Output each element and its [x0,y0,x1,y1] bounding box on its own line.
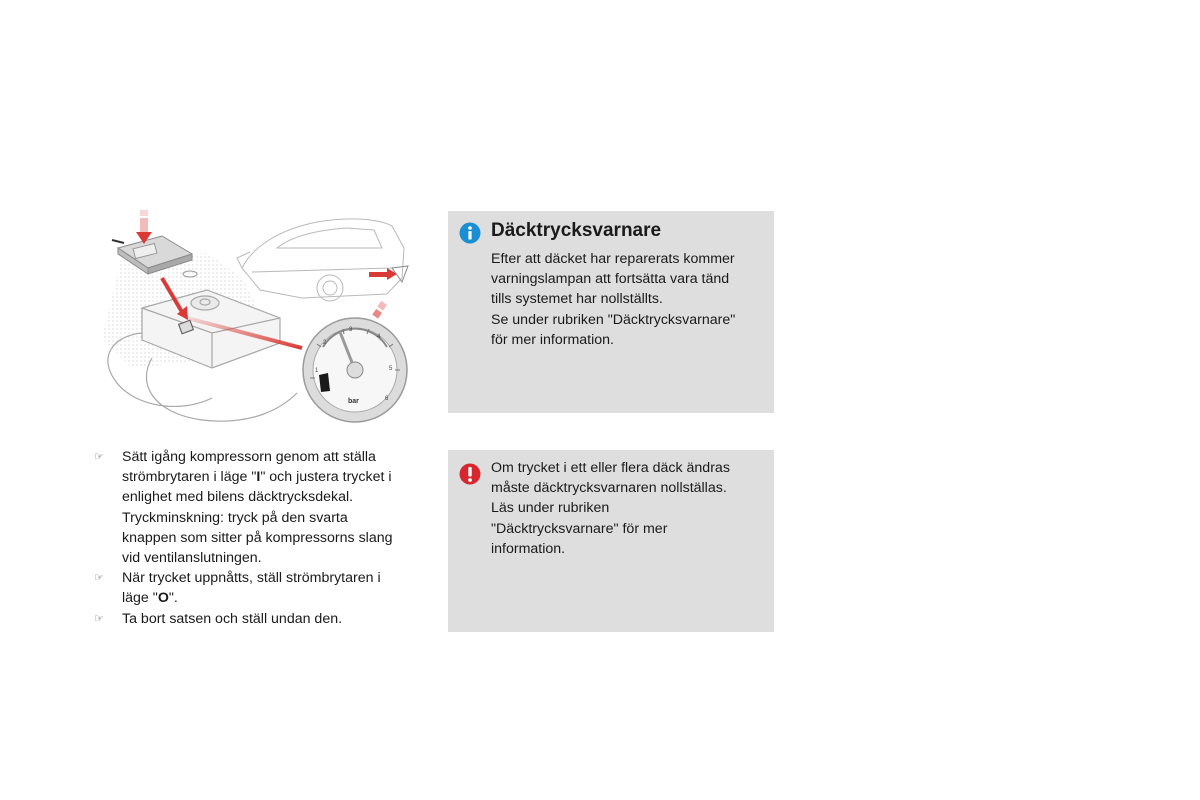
step-start-compressor: ☞ Sätt igång kompressorn genom att ställa strömbrytaren i läge "I" och justera trycket i enlighet med bilens däcktrycksdekal. Tryckminskning: tryck på den svarta knappen som sitter på kompressorns slang vid ventilanslutningen. [94,449,393,567]
gauge-tick-1: 1 [315,368,319,374]
car-outline [237,219,404,301]
gauge-tick-2: 2 [323,340,327,346]
compressor-kit-illustration [92,208,432,430]
gauge-unit-label: bar [348,398,359,405]
step-store-kit: ☞ Ta bort satsen och ställ undan den. [92,609,432,629]
warning-box-text: Om trycket i ett eller flera däck ändras måste däcktrycksvarnaren nollställas. Läs under rubriken "Däcktrycksvarnare" för mer information. [491,460,730,557]
info-icon [459,222,481,244]
pointing-hand-icon: ☞ [94,451,104,463]
info-box-tyre-pressure-warning [448,211,774,413]
instruction-steps [92,447,432,629]
gauge-tick-6: 6 [385,396,389,402]
warning-box-reset [448,450,774,632]
gauge-tick-4: 4 [377,334,381,340]
info-box-text: Efter att däcket har reparerats kommer varningslampan att fortsätta vara tänd tills systemet har nollställts. Se under rubriken "Däcktrycksvarnare" för mer information. [491,251,736,348]
warning-icon [459,463,481,485]
pressure-gauge [303,318,407,422]
gauge-tick-5: 5 [389,366,393,372]
step-switch-off: ☞ När trycket uppnåtts, ställ strömbrytaren i läge "O". [94,570,381,607]
gauge-tick-3: 3 [349,327,353,333]
pointing-hand-icon: ☞ [94,572,104,585]
info-box-title: Däcktrycksvarnare [491,220,662,241]
pointing-hand-icon: ☞ [94,612,104,625]
